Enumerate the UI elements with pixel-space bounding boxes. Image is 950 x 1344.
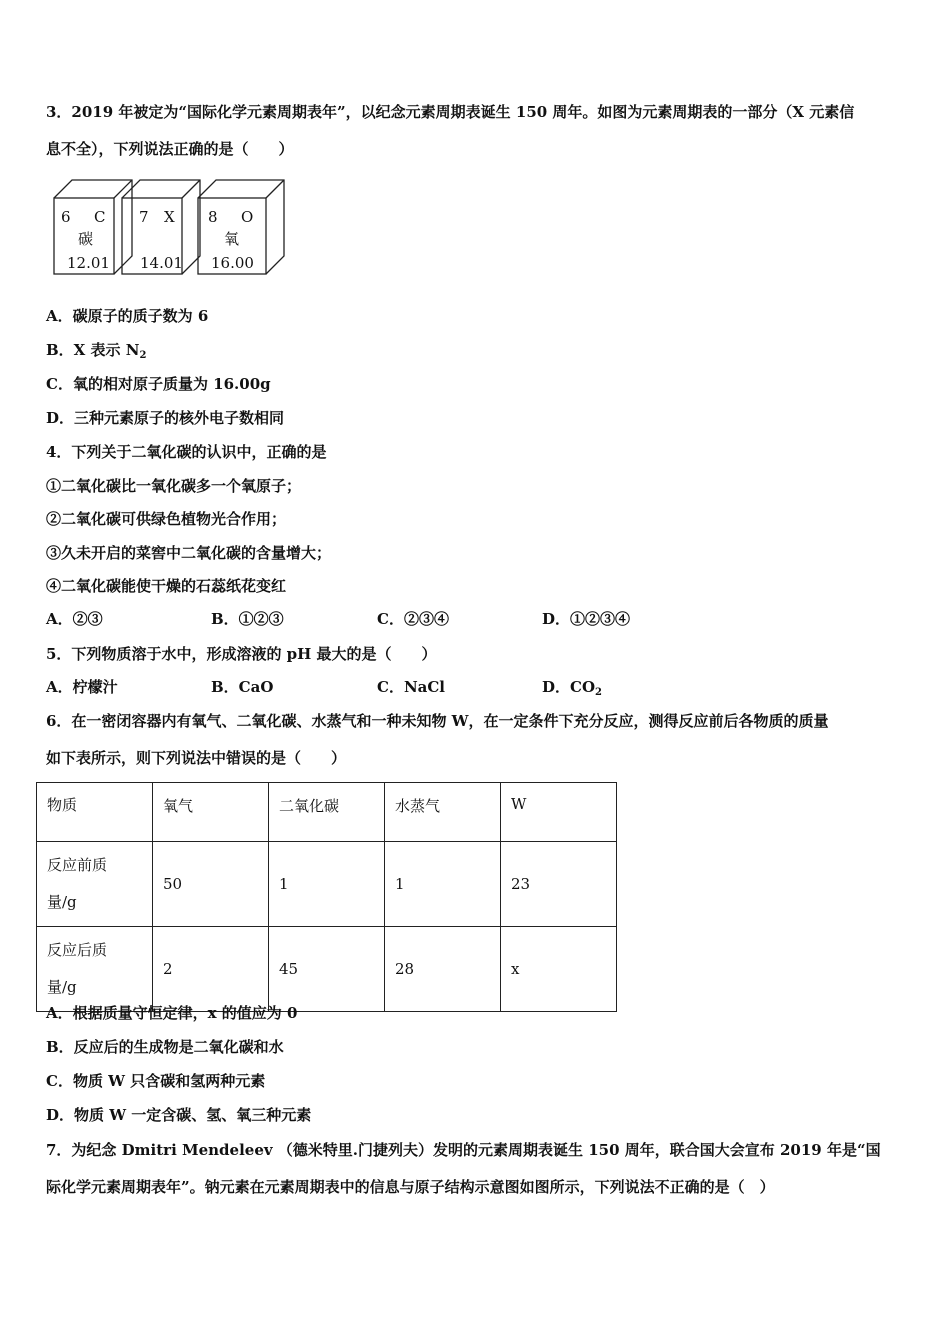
q7-stem-line2: 际化学元素周期表年”。钠元素在元素周期表中的信息与原子结构示意图如图所示，下列说法不正确的是（ ） <box>46 1178 775 1196</box>
header-co2: 二氧化碳 <box>269 783 385 842</box>
q4-statement-4: ④二氧化碳能使干燥的石蕊纸花变红 <box>46 577 287 595</box>
q6-option-b: B．反应后的生成物是二氧化碳和水 <box>46 1038 284 1056</box>
table-cell: 23 <box>501 842 617 927</box>
q6-stem-line2: 如下表所示，则下列说法中错误的是（ ） <box>46 749 347 767</box>
row-label-before <box>37 842 153 927</box>
header-substance: 物质 <box>37 783 153 842</box>
q3-option-b-text: B．X 表示 N <box>46 341 140 359</box>
q6-option-c: C．物质 W 只含碳和氢两种元素 <box>46 1072 266 1090</box>
cube-x-mass: 14.01 <box>140 254 183 272</box>
q3-option-c: C．氧的相对原子质量为 16.00g <box>46 375 271 393</box>
row-label-after <box>37 927 153 1012</box>
q4-option-b: B．①②③ <box>211 610 284 628</box>
q6-stem-line1: 6．在一密闭容器内有氧气、二氧化碳、水蒸气和一种未知物 W，在一定条件下充分反应，测得反应前后各物质的质量 <box>46 712 829 730</box>
q6-option-d: D．物质 W 一定含碳、氢、氧三种元素 <box>46 1106 312 1124</box>
cube-oxygen-symbol: O <box>241 208 254 226</box>
q5-stem: 5．下列物质溶于水中，形成溶液的 pH 最大的是（ ） <box>46 645 437 663</box>
row-label-before-2: 量/g <box>47 893 77 911</box>
q6-option-a: A．根据质量守恒定律，x 的值应为 0 <box>46 1004 298 1022</box>
table-cell: 28 <box>385 927 501 1012</box>
q5-option-b: B．CaO <box>211 678 274 696</box>
row-label-before-1: 反应前质 <box>47 856 108 874</box>
q4-option-c: C．②③④ <box>377 610 449 628</box>
table-cell: 50 <box>153 842 269 927</box>
header-w: W <box>501 783 617 842</box>
q5-option-c: C．NaCl <box>377 678 446 696</box>
q3-option-b <box>46 340 146 366</box>
table-cell: 2 <box>153 927 269 1012</box>
cube-carbon-name: 碳 <box>78 230 94 248</box>
q3-stem-line2: 息不全），下列说法正确的是（ ） <box>46 140 294 158</box>
cube-carbon-symbol: C <box>94 208 106 226</box>
cube-carbon-number: 6 <box>61 208 71 226</box>
table-header-row <box>37 783 617 842</box>
q4-statement-2: ②二氧化碳可供绿色植物光合作用； <box>46 510 287 528</box>
q4-option-d: D．①②③④ <box>542 610 631 628</box>
q5-option-d-subscript: 2 <box>595 687 602 698</box>
q3-option-d: D．三种元素原子的核外电子数相同 <box>46 409 285 427</box>
q4-stem: 4．下列关于二氧化碳的认识中，正确的是 <box>46 443 327 461</box>
cube-oxygen-mass: 16.00 <box>211 254 254 272</box>
q5-option-a: A．柠檬汁 <box>46 678 118 696</box>
mass-table <box>36 782 617 1012</box>
table-cell: 1 <box>385 842 501 927</box>
q3-option-a: A．碳原子的质子数为 6 <box>46 307 209 325</box>
table-row <box>37 842 617 927</box>
periodic-table-cubes <box>52 176 288 278</box>
cube-x-symbol: X <box>164 208 175 226</box>
q3-option-b-subscript: 2 <box>139 350 147 361</box>
cube-x-number: 7 <box>139 208 149 226</box>
q7-stem-line1: 7．为纪念 Dmitri Mendeleev （德米特里.门捷列夫）发明的元素周期表诞生 150 周年，联合国大会宣布 2019 年是“国 <box>46 1141 881 1159</box>
table-cell: x <box>501 927 617 1012</box>
row-label-after-1: 反应后质 <box>47 941 108 959</box>
header-water-vapor: 水蒸气 <box>385 783 501 842</box>
table-cell: 45 <box>269 927 385 1012</box>
q5-option-d-text: D．CO <box>542 678 596 696</box>
q3-stem-line1: 3．2019 年被定为“国际化学元素周期表年”，以纪念元素周期表诞生 150 周年。如图为元素周期表的一部分（X 元素信 <box>46 103 855 121</box>
q4-statement-3: ③久未开启的菜窖中二氧化碳的含量增大； <box>46 544 332 562</box>
row-label-after-2: 量/g <box>47 978 77 996</box>
cube-carbon-mass: 12.01 <box>67 254 110 272</box>
table-row <box>37 927 617 1012</box>
q4-option-a: A．②③ <box>46 610 103 628</box>
cube-oxygen-name: 氧 <box>224 230 240 248</box>
q4-statement-1: ①二氧化碳比一氧化碳多一个氧原子； <box>46 477 302 495</box>
table-cell: 1 <box>269 842 385 927</box>
header-oxygen: 氧气 <box>153 783 269 842</box>
q5-option-d <box>542 677 602 703</box>
cube-oxygen-number: 8 <box>208 208 218 226</box>
